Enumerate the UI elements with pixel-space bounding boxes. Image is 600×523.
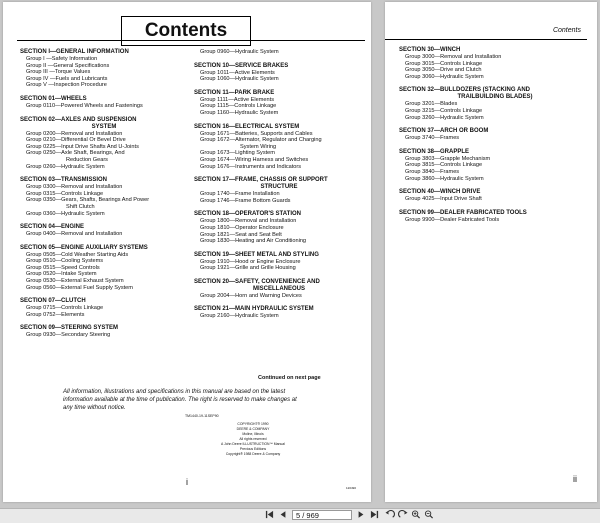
group-item: Group 3015—Controls Linkage [405, 60, 483, 67]
section-heading: SECTION 03—TRANSMISSION [20, 177, 108, 184]
group-item: Group 3740—Frames [405, 135, 460, 142]
group-item: Group 1821—Seat and Seat Belt [200, 231, 282, 238]
group-item: Group 1673—Lighting System [200, 150, 275, 157]
last-page-icon[interactable] [368, 510, 380, 521]
group-item: Group 1160—Hydraulic System [200, 109, 279, 116]
toc-section [194, 63, 364, 83]
group-item: Group 3050—Drive and Clutch [405, 67, 482, 74]
copyright-line: A John Deere ILLUSTRUCTION™ Manual [221, 442, 285, 446]
section-heading-cont: MISCELLANEOUS [252, 285, 305, 292]
group-item: Group V —Inspection Procedure [26, 82, 107, 89]
group-item: Group 0360—Hydraulic System [26, 210, 105, 217]
toc-section [194, 90, 364, 117]
running-head: Contents [552, 27, 581, 34]
toc-section [20, 298, 188, 318]
group-item: Group 0110—Powered Wheels and Fastenings [26, 102, 143, 109]
toc-column-2 [194, 49, 364, 327]
section-heading: SECTION 19—SHEET METAL AND STYLING [194, 251, 319, 258]
back-icon[interactable] [384, 510, 396, 521]
toc-section [399, 87, 591, 121]
group-item: Group 1672—Alternator, Regulator and Charging [200, 137, 322, 144]
group-item: Group 0510—Cooling Systems [26, 258, 104, 265]
first-page-icon[interactable] [263, 510, 275, 521]
group-item: Group 1921—Grille and Grille Housing [200, 265, 296, 272]
group-item: Group 1810—Operator Enclosure [200, 224, 284, 231]
copyright-line: Previous Editions [239, 447, 267, 451]
section-heading: SECTION 11—PARK BRAKE [194, 89, 275, 96]
section-heading: SECTION 16—ELECTRICAL SYSTEM [194, 123, 300, 130]
copyright-line: Moline, Illinois [242, 432, 264, 436]
group-item: Group 0505—Cold Weather Starting Aids [26, 251, 129, 258]
toc-section [20, 224, 188, 238]
zoom-out-icon[interactable] [423, 510, 435, 521]
toc-section [20, 49, 188, 89]
section-heading: SECTION 07—CLUTCH [20, 298, 86, 305]
page-title: Contents [121, 16, 251, 46]
group-item: Group 0225—Input Drive Shafts And U-Joints [26, 143, 139, 150]
toc-section [20, 325, 188, 339]
section-heading: SECTION 21—MAIN HYDRAULIC SYSTEM [194, 306, 314, 313]
copyright-line: All rights reserved [239, 437, 267, 441]
next-page-icon[interactable] [355, 510, 367, 521]
toc-section [20, 96, 188, 110]
toc-section [399, 128, 591, 142]
document-reference: TM1440-19-11SEP90 [185, 414, 219, 418]
toc-section [399, 210, 591, 224]
group-item: Group 0315—Controls Linkage [26, 190, 104, 197]
toc-section [194, 177, 364, 204]
group-item: Group 1674—Wiring Harness and Switches [200, 156, 309, 163]
section-heading: SECTION 40—WINCH DRIVE [399, 189, 481, 196]
document-page-left [3, 2, 371, 502]
group-item: Group 0530—External Exhaust System [26, 278, 124, 285]
group-item: Group 0715—Controls Linkage [26, 305, 104, 312]
section-heading: SECTION 30—WINCH [399, 47, 461, 53]
group-item: Group 0560—External Fuel Supply System [26, 284, 133, 291]
group-item: Group 1671—Batteries, Supports and Cables [200, 130, 313, 137]
group-item: Group 1740—Frame Installation [200, 191, 280, 198]
section-heading: SECTION 05—ENGINE AUXILIARY SYSTEMS [20, 244, 148, 251]
group-item-cont: Reduction Gears [66, 156, 108, 163]
group-item: Group 0250—Axle Shaft, Bearings, And [26, 150, 125, 157]
group-item: Group 2004—Horn and Warning Devices [200, 292, 302, 299]
copyright-line: Copyright® 1988 Deere & Company [225, 452, 281, 456]
group-item: Group 3860—Hydraulic System [405, 175, 484, 182]
group-item: Group 1111—Active Elements [200, 96, 274, 103]
group-item: Group III —Torque Values [26, 69, 91, 76]
section-heading: SECTION 09—STEERING SYSTEM [20, 325, 119, 332]
page-code: 120490 [346, 486, 357, 490]
title-rule [17, 40, 365, 41]
toc-section [20, 245, 188, 292]
group-item: Group IV —Fuels and Lubricants [26, 75, 108, 82]
section-heading: SECTION 02—AXLES AND SUSPENSION [20, 116, 137, 123]
group-item: Group 1800—Removal and Installation [200, 218, 297, 225]
section-heading: SECTION 99—DEALER FABRICATED TOOLS [399, 209, 527, 216]
group-item: Group 0960—Hydraulic System [200, 49, 279, 55]
section-heading: SECTION 17—FRAME, CHASSIS OR SUPPORT [194, 177, 328, 184]
group-item: Group 3201—Blades [405, 101, 458, 108]
group-item: Group 0210—Differential Or Bevel Drive [26, 137, 126, 144]
section-heading-cont: SYSTEM [91, 123, 117, 130]
continued-note: Continued on next page [258, 375, 321, 381]
group-item: Group II —General Specifications [26, 62, 110, 69]
group-item: Group 3815—Controls Linkage [405, 162, 483, 169]
group-item: Group 3215—Controls Linkage [405, 107, 483, 114]
section-heading-cont: STRUCTURE [260, 184, 298, 191]
group-item-cont: Shift Clutch [66, 203, 95, 210]
section-heading: SECTION 32—BULLDOZERS (STACKING AND [399, 87, 531, 94]
section-heading: SECTION I—GENERAL INFORMATION [20, 49, 129, 55]
section-heading: SECTION 20—SAFETY, CONVENIENCE AND [194, 278, 320, 285]
group-item: Group 1060—Hydraulic System [200, 76, 279, 83]
section-heading: SECTION 01—WHEELS [20, 95, 87, 102]
group-item: Group 0300—Removal and Installation [26, 184, 123, 191]
group-item: Group 3260—Hydraulic System [405, 114, 484, 121]
document-page-right [385, 2, 597, 502]
group-item: Group I —Safety Information [26, 56, 98, 62]
toc-section [194, 124, 364, 171]
copyright-block [198, 422, 308, 457]
group-item: Group 1746—Frame Bottom Guards [200, 197, 291, 204]
group-item: Group 0515—Speed Controls [26, 264, 100, 271]
page-folio: ii [573, 474, 577, 484]
page-number-input[interactable]: 5 / 969 [292, 510, 352, 520]
group-item: Group 9900—Dealer Fabricated Tools [405, 216, 500, 223]
toc-section [194, 211, 364, 244]
toc-section [399, 189, 591, 203]
viewer-toolbar [0, 508, 600, 523]
group-item: Group 1830—Heating and Air Conditioning [200, 238, 307, 245]
group-item: Group 1011—Active Elements [200, 69, 275, 76]
group-item: Group 3000—Removal and Installation [405, 54, 502, 60]
toc-section [194, 49, 364, 56]
section-heading: SECTION 18—OPERATOR'S STATION [194, 211, 301, 218]
group-item: Group 0752—Elements [26, 311, 85, 318]
group-item: Group 1115—Controls Linkage [200, 103, 277, 110]
group-item-cont: System Wiring [240, 143, 277, 150]
toc-section [20, 117, 188, 171]
toc-section [194, 279, 364, 300]
group-item: Group 0200—Removal and Installation [26, 130, 123, 137]
group-item: Group 0350—Gears, Shafts, Bearings And Power [26, 197, 150, 204]
zoom-in-icon[interactable] [410, 510, 422, 521]
page-folio: i [186, 477, 188, 487]
toc-section [194, 306, 364, 320]
toc-column-1 [20, 49, 188, 346]
group-item: Group 0930—Secondary Steering [26, 332, 111, 339]
section-heading: SECTION 04—ENGINE [20, 224, 85, 231]
toc-section [20, 177, 188, 217]
section-heading: SECTION 37—ARCH OR BOOM [399, 128, 489, 135]
group-item: Group 3060—Hydraulic System [405, 73, 484, 80]
group-item: Group 3803—Grapple Mechanism [405, 155, 491, 162]
group-item: Group 0520—Intake System [26, 271, 97, 278]
group-item: Group 0260—Hydraulic System [26, 163, 105, 170]
section-heading: SECTION 38—GRAPPLE [399, 148, 470, 155]
group-item: Group 0400—Removal and Installation [26, 231, 123, 238]
toc-section [399, 149, 591, 182]
section-heading-cont: TRAILBUILDING BLADES) [457, 94, 533, 101]
group-item: Group 3840—Frames [405, 168, 460, 175]
group-item: Group 2160—Hydraulic System [200, 313, 279, 320]
group-item: Group 4025—Input Drive Shaft [405, 196, 482, 203]
forward-icon[interactable] [397, 510, 409, 521]
section-heading: SECTION 10—SERVICE BRAKES [194, 62, 289, 69]
toc-column [399, 47, 591, 230]
publication-notice: All information, illustrations and specifications in this manual are based on the latest information available at the time of publication. The right is reserved to make changes at any time without notice. [63, 389, 297, 411]
toc-section [399, 47, 591, 80]
prev-page-icon[interactable] [277, 510, 289, 521]
group-item: Group 1910—Hood or Engine Enclosure [200, 258, 301, 265]
title-rule [385, 39, 587, 40]
copyright-line: COPYRIGHT® 1990 [237, 422, 269, 426]
copyright-line: DEERE & COMPANY [236, 427, 270, 431]
toc-section [194, 252, 364, 272]
group-item: Group 1676—Instruments and Indicators [200, 163, 302, 170]
